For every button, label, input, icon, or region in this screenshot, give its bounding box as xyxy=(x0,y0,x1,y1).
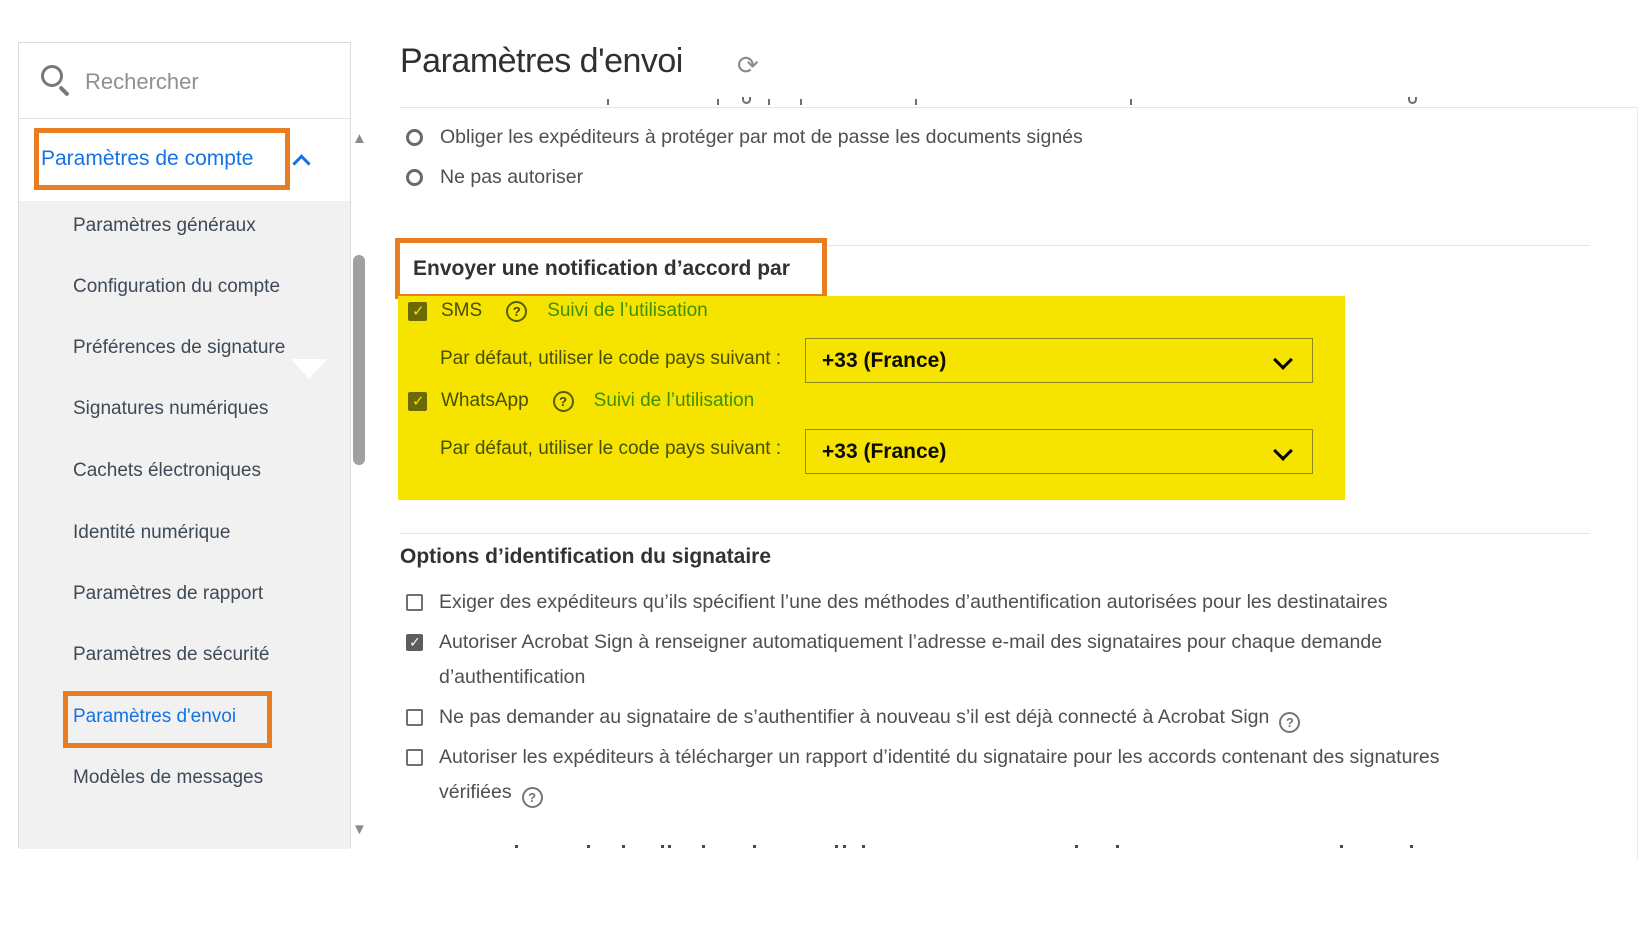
sidebar-item-parametres-denvoi[interactable]: Paramètres d'envoi xyxy=(73,706,237,727)
sms-checkbox[interactable] xyxy=(408,302,427,321)
clipped-text-remnant xyxy=(742,97,751,104)
scroll-up-icon[interactable]: ▲ xyxy=(352,130,367,147)
clipped-text-remnant xyxy=(1075,845,1078,848)
annotation-highlight-notification-channels xyxy=(398,296,1345,500)
radio-option-protect-signed-docs xyxy=(406,126,1083,149)
search-icon-handle xyxy=(58,85,69,96)
sidebar-item-preferences-de-signature[interactable]: Préférences de signature xyxy=(73,337,286,358)
whatsapp-checkbox[interactable] xyxy=(408,392,427,411)
sidebar-item-signatures-numeriques[interactable]: Signatures numériques xyxy=(73,398,269,419)
page-title: Paramètres d'envoi xyxy=(400,42,683,80)
clipped-text-remnant xyxy=(1340,845,1343,848)
clipped-text-remnant xyxy=(1130,99,1132,105)
checkbox[interactable] xyxy=(406,709,423,726)
country-code-dropdown-sms[interactable] xyxy=(805,338,1313,383)
clipped-text-remnant xyxy=(862,845,865,848)
clipped-text-remnant xyxy=(622,845,625,848)
notification-section-heading: Envoyer une notification d’accord par xyxy=(413,256,790,280)
channel-label: WhatsApp xyxy=(441,390,529,411)
sidebar-section-label[interactable]: Paramètres de compte xyxy=(41,147,254,170)
divider xyxy=(400,107,1638,108)
clipped-text-remnant xyxy=(607,99,609,105)
clipped-text-remnant xyxy=(515,845,518,848)
chevron-up-icon xyxy=(292,154,310,172)
sidebar-scrollbar-thumb[interactable] xyxy=(353,255,365,465)
country-code-label: Par défaut, utiliser le code pays suivant : xyxy=(440,348,782,369)
chevron-down-icon xyxy=(1273,441,1293,461)
help-icon[interactable]: ? xyxy=(522,787,543,808)
sidebar-item-parametres-generaux[interactable]: Paramètres généraux xyxy=(73,215,256,236)
signer-identification-options xyxy=(400,585,1505,815)
sidebar-item-list xyxy=(19,201,350,849)
channel-label: SMS xyxy=(441,300,483,321)
clipped-text-remnant xyxy=(661,845,664,848)
option-label: Exiger des expéditeurs qu’ils spécifient l’une des méthodes d’authentification autorisées pour les destinataires xyxy=(439,591,1388,613)
clipped-text-remnant xyxy=(1408,97,1417,104)
option-require-auth-method xyxy=(400,585,1505,620)
radio-button[interactable] xyxy=(406,169,423,186)
search-icon xyxy=(41,65,63,87)
radio-label: Obliger les expéditeurs à protéger par mot de passe les documents signés xyxy=(440,126,1083,148)
checkbox[interactable] xyxy=(406,634,423,651)
usage-tracking-link[interactable]: Suivi de l’utilisation xyxy=(547,300,708,321)
help-icon[interactable]: ? xyxy=(1279,712,1300,733)
option-label: Ne pas demander au signataire de s’authentifier à nouveau s’il est déjà connecté à Acrobat Sign ? xyxy=(439,700,1300,735)
option-autofill-email xyxy=(400,625,1505,695)
sidebar-item-configuration-du-compte[interactable]: Configuration du compte xyxy=(73,276,281,297)
refresh-icon[interactable]: ⟳ xyxy=(737,50,759,80)
sidebar-item-parametres-de-rapport[interactable]: Paramètres de rapport xyxy=(73,583,264,604)
signer-identification-heading: Options d’identification du signataire xyxy=(400,545,772,568)
chevron-down-icon xyxy=(1273,350,1293,370)
annotation-box-notification-heading xyxy=(395,238,827,299)
clipped-text-remnant xyxy=(800,99,802,105)
option-label: Autoriser les expéditeurs à télécharger un rapport d’identité du signataire pour les accords contenant des signatures vérifiées ? xyxy=(439,740,1505,810)
clipped-text-remnant xyxy=(1116,845,1119,848)
radio-button[interactable] xyxy=(406,129,423,146)
sidebar-item-modeles-de-messages[interactable]: Modèles de messages xyxy=(73,767,264,788)
radio-label: Ne pas autoriser xyxy=(440,166,584,188)
radio-option-do-not-allow xyxy=(406,166,583,189)
content-right-border xyxy=(1637,107,1638,860)
help-icon[interactable]: ? xyxy=(506,301,527,322)
checkbox[interactable] xyxy=(406,749,423,766)
channel-row-sms xyxy=(408,300,708,322)
sidebar-section-account-settings[interactable] xyxy=(19,119,350,201)
country-code-dropdown-whatsapp[interactable] xyxy=(805,429,1313,474)
clipped-text-remnant xyxy=(1410,845,1413,848)
dropdown-value: +33 (France) xyxy=(822,348,947,372)
checkbox[interactable] xyxy=(406,594,423,611)
clipped-text-remnant xyxy=(843,845,846,848)
clipped-text-remnant xyxy=(587,845,590,848)
option-download-identity-report xyxy=(400,740,1505,810)
divider xyxy=(400,533,1590,534)
country-code-label: Par défaut, utiliser le code pays suivant : xyxy=(440,438,782,459)
scroll-down-icon[interactable]: ▼ xyxy=(352,821,367,838)
search-input[interactable] xyxy=(83,61,327,103)
dropdown-value: +33 (France) xyxy=(822,439,947,463)
settings-sidebar xyxy=(18,42,351,848)
clipped-text-remnant xyxy=(717,99,719,105)
option-label: Autoriser Acrobat Sign à renseigner automatiquement l’adresse e-mail des signataires pour chaque demande d’authentification xyxy=(439,631,1383,688)
clipped-text-remnant xyxy=(702,845,705,848)
usage-tracking-link[interactable]: Suivi de l’utilisation xyxy=(593,390,755,411)
help-icon[interactable]: ? xyxy=(553,391,574,412)
option-skip-reauth xyxy=(400,700,1505,735)
sidebar-search-row xyxy=(19,43,350,119)
channel-row-whatsapp xyxy=(408,390,754,412)
sidebar-item-cachets-electroniques[interactable]: Cachets électroniques xyxy=(73,460,261,481)
clipped-text-remnant xyxy=(668,845,671,848)
clipped-text-remnant xyxy=(768,99,770,105)
expanded-notch xyxy=(291,359,327,379)
clipped-text-remnant xyxy=(753,845,756,848)
clipped-text-remnant xyxy=(835,845,838,848)
divider xyxy=(827,245,1590,246)
sidebar-item-identite-numerique[interactable]: Identité numérique xyxy=(73,522,231,543)
clipped-text-remnant xyxy=(915,99,917,105)
sidebar-item-parametres-de-securite[interactable]: Paramètres de sécurité xyxy=(73,644,270,665)
